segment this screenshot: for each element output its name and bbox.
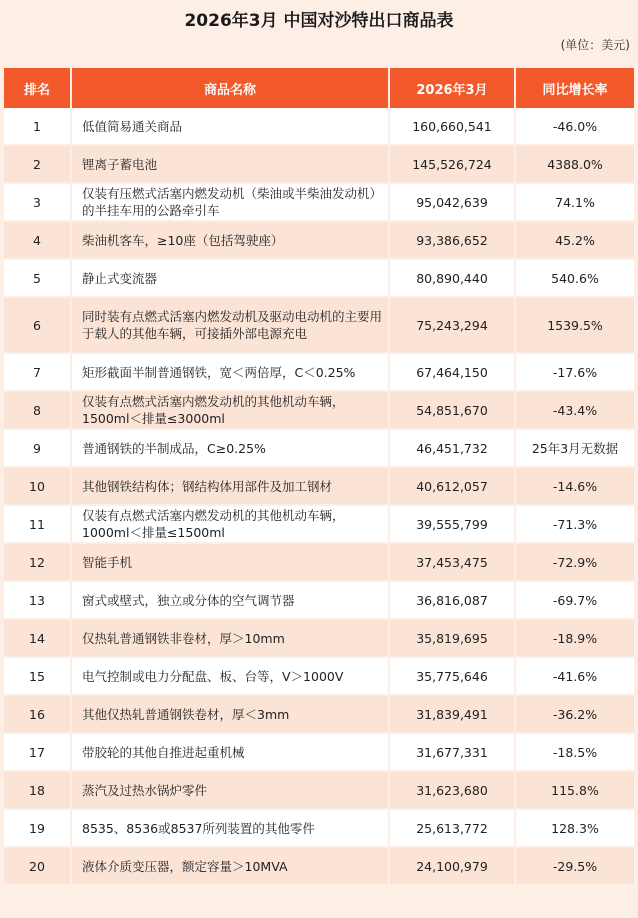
rank-cell: 9 [4, 430, 72, 468]
table-row [4, 260, 634, 298]
value-cell: 24,100,979 [390, 848, 516, 886]
value-cell: 46,451,732 [390, 430, 516, 468]
name-cell: 蒸汽及过热水锅炉零件 [72, 772, 390, 810]
value-cell: 145,526,724 [390, 146, 516, 184]
table-row [4, 810, 634, 848]
table-row [4, 430, 634, 468]
growth-cell: 1539.5% [516, 298, 634, 354]
growth-cell: -17.6% [516, 354, 634, 392]
table-row [4, 184, 634, 222]
table-row [4, 582, 634, 620]
growth-cell: 74.1% [516, 184, 634, 222]
growth-cell: -18.9% [516, 620, 634, 658]
table-row [4, 734, 634, 772]
growth-cell: -14.6% [516, 468, 634, 506]
growth-cell: -46.0% [516, 108, 634, 146]
name-cell: 低值简易通关商品 [72, 108, 390, 146]
table-row [4, 506, 634, 544]
name-cell: 液体介质变压器，额定容量＞10MVA [72, 848, 390, 886]
rank-cell: 8 [4, 392, 72, 430]
growth-cell: -41.6% [516, 658, 634, 696]
name-cell: 仅装有压燃式活塞内燃发动机（柴油或半柴油发动机）的半挂车用的公路牵引车 [72, 184, 390, 222]
rank-cell: 13 [4, 582, 72, 620]
value-cell: 80,890,440 [390, 260, 516, 298]
rank-cell: 19 [4, 810, 72, 848]
rank-cell: 10 [4, 468, 72, 506]
page-title: 2026年3月 中国对沙特出口商品表 [184, 11, 454, 31]
header-value: 2026年3月 [390, 68, 516, 108]
name-cell: 带胶轮的其他自推进起重机械 [72, 734, 390, 772]
rank-cell: 20 [4, 848, 72, 886]
name-cell: 其他钢铁结构体；钢结构体用部件及加工钢材 [72, 468, 390, 506]
rank-cell: 16 [4, 696, 72, 734]
name-cell: 仅装有点燃式活塞内燃发动机的其他机动车辆，1500ml＜排量≤3000ml [72, 392, 390, 430]
growth-cell: 25年3月无数据 [516, 430, 634, 468]
rank-cell: 12 [4, 544, 72, 582]
name-cell: 智能手机 [72, 544, 390, 582]
value-cell: 93,386,652 [390, 222, 516, 260]
growth-cell: -71.3% [516, 506, 634, 544]
growth-cell: -72.9% [516, 544, 634, 582]
table-row [4, 658, 634, 696]
table-body [4, 108, 634, 886]
table-row [4, 108, 634, 146]
table-row [4, 696, 634, 734]
value-cell: 37,453,475 [390, 544, 516, 582]
value-cell: 95,042,639 [390, 184, 516, 222]
header-rank: 排名 [4, 68, 72, 108]
growth-cell: -36.2% [516, 696, 634, 734]
growth-cell: -29.5% [516, 848, 634, 886]
table-row [4, 848, 634, 886]
table-row [4, 354, 634, 392]
rank-cell: 11 [4, 506, 72, 544]
rank-cell: 18 [4, 772, 72, 810]
table-row [4, 298, 634, 354]
growth-cell: 128.3% [516, 810, 634, 848]
rank-cell: 14 [4, 620, 72, 658]
growth-cell: -69.7% [516, 582, 634, 620]
name-cell: 电气控制或电力分配盘、板、台等，V＞1000V [72, 658, 390, 696]
value-cell: 31,839,491 [390, 696, 516, 734]
rank-cell: 5 [4, 260, 72, 298]
rank-cell: 3 [4, 184, 72, 222]
value-cell: 39,555,799 [390, 506, 516, 544]
table-header-row [4, 68, 634, 108]
name-cell: 静止式变流器 [72, 260, 390, 298]
header-growth: 同比增长率 [516, 68, 634, 108]
name-cell: 仅热轧普通钢铁非卷材，厚＞10mm [72, 620, 390, 658]
rank-cell: 15 [4, 658, 72, 696]
header-name: 商品名称 [72, 68, 390, 108]
growth-cell: 45.2% [516, 222, 634, 260]
name-cell: 其他仅热轧普通钢铁卷材，厚＜3mm [72, 696, 390, 734]
value-cell: 40,612,057 [390, 468, 516, 506]
rank-cell: 1 [4, 108, 72, 146]
growth-cell: 4388.0% [516, 146, 634, 184]
rank-cell: 4 [4, 222, 72, 260]
export-table [4, 68, 634, 886]
value-cell: 67,464,150 [390, 354, 516, 392]
table-row [4, 392, 634, 430]
name-cell: 同时装有点燃式活塞内燃发动机及驱动电动机的主要用于载人的其他车辆，可接插外部电源充电 [72, 298, 390, 354]
name-cell: 普通钢铁的半制成品，C≥0.25% [72, 430, 390, 468]
rank-cell: 2 [4, 146, 72, 184]
table-row [4, 468, 634, 506]
value-cell: 31,677,331 [390, 734, 516, 772]
table-row [4, 544, 634, 582]
value-cell: 75,243,294 [390, 298, 516, 354]
value-cell: 25,613,772 [390, 810, 516, 848]
growth-cell: 540.6% [516, 260, 634, 298]
rank-cell: 7 [4, 354, 72, 392]
growth-cell: 115.8% [516, 772, 634, 810]
table-row [4, 620, 634, 658]
value-cell: 31,623,680 [390, 772, 516, 810]
value-cell: 160,660,541 [390, 108, 516, 146]
name-cell: 8535、8536或8537所列装置的其他零件 [72, 810, 390, 848]
growth-cell: -43.4% [516, 392, 634, 430]
value-cell: 35,775,646 [390, 658, 516, 696]
rank-cell: 17 [4, 734, 72, 772]
table-row [4, 146, 634, 184]
value-cell: 54,851,670 [390, 392, 516, 430]
unit-note: (单位：美元) [560, 38, 630, 52]
name-cell: 矩形截面半制普通钢铁，宽＜两倍厚，C＜0.25% [72, 354, 390, 392]
value-cell: 36,816,087 [390, 582, 516, 620]
table-row [4, 772, 634, 810]
growth-cell: -18.5% [516, 734, 634, 772]
name-cell: 柴油机客车，≥10座（包括驾驶座） [72, 222, 390, 260]
name-cell: 锂离子蓄电池 [72, 146, 390, 184]
name-cell: 仅装有点燃式活塞内燃发动机的其他机动车辆，1000ml＜排量≤1500ml [72, 506, 390, 544]
table-row [4, 222, 634, 260]
name-cell: 窗式或壁式，独立或分体的空气调节器 [72, 582, 390, 620]
value-cell: 35,819,695 [390, 620, 516, 658]
rank-cell: 6 [4, 298, 72, 354]
